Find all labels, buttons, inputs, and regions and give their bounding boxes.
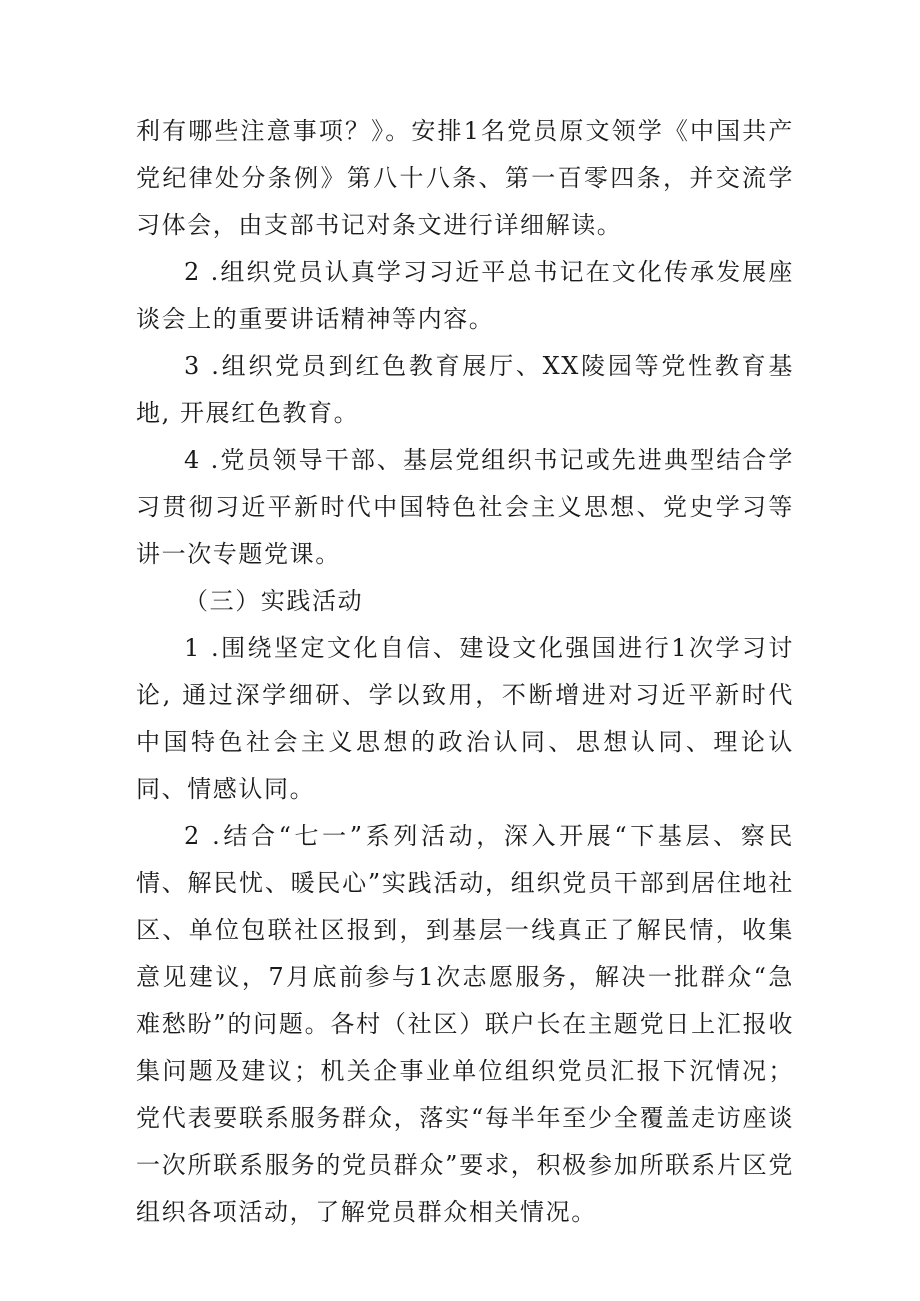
- paragraph-continuation: 利有哪些注意事项？》。安排1名党员原文领学《中国共产党纪律处分条例》第八十八条、第一百零四条，并交流学习体会，由支部书记对条文进行详细解读。: [136, 117, 794, 239]
- paragraph-item-4-party-lecture: 4 .党员领导干部、基层党组织书记或先进典型结合学习贯彻习近平新时代中国特色社会主义思想、党史学习等讲一次专题党课。: [136, 446, 794, 568]
- section-heading-practice: （三）实践活动: [184, 587, 364, 615]
- paragraph-item-3-red-education: 3 .组织党员到红色教育展厅、XX陵园等党性教育基地, 开展红色教育。: [136, 352, 794, 427]
- paragraph-item-2-study: 2 .组织党员认真学习习近平总书记在文化传承发展座谈会上的重要讲话精神等内容。: [136, 258, 794, 333]
- paragraph-item-2-practice: 2 .结合“七一”系列活动，深入开展“下基层、察民情、解民忧、暖民心”实践活动，组织党员干部到居住地社区、单位包联社区报到，到基层一线真正了解民情，收集意见建议，7月底前参与1次志愿服务，解决一批群众“急难愁盼”的问题。各村（社区）联户长在主题党日上汇报收集问题及建议；机关企事业单位组织党员汇报下沉情况；党代表要联系服务群众，落实“每半年至少全覆盖走访座谈一次所联系服务的党员群众”要求，积极参加所联系片区党组织各项活动，了解党员群众相关情况。: [136, 822, 794, 1226]
- paragraph-item-1-discussion: 1 .围绕坚定文化自信、建设文化强国进行1次学习讨论, 通过深学细研、学以致用，不断增进对习近平新时代中国特色社会主义思想的政治认同、思想认同、理论认同、情感认同。: [136, 634, 794, 803]
- document-body: [136, 108, 794, 1236]
